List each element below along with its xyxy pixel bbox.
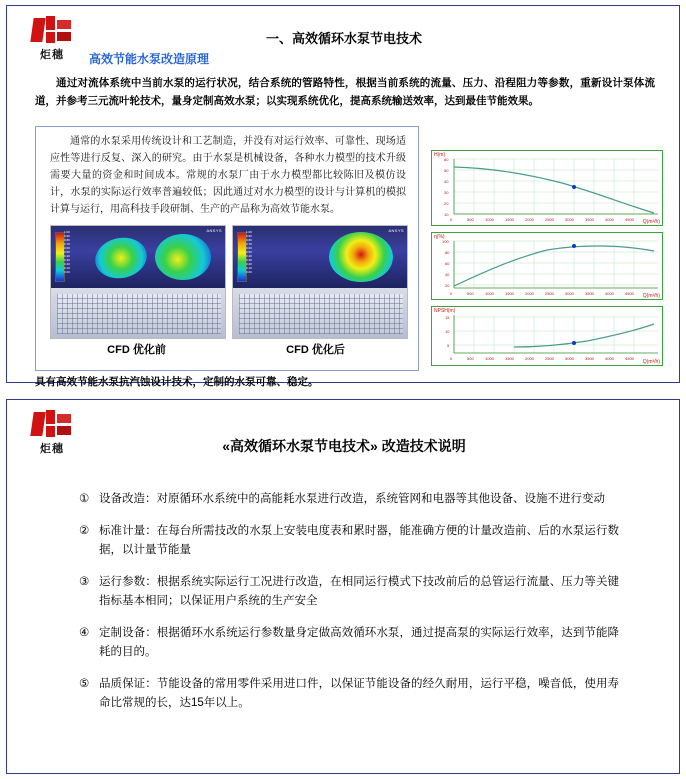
svg-text:10: 10 <box>444 212 449 217</box>
slide-two-title: «高效循环水泵节电技术» 改造技术说明 <box>222 438 466 454</box>
svg-text:3000: 3000 <box>565 291 574 296</box>
pump-curve-charts <box>431 150 663 375</box>
svg-text:0: 0 <box>450 356 453 361</box>
svg-text:4000: 4000 <box>605 291 614 296</box>
list-item <box>79 675 619 713</box>
list-item-number: ① <box>79 493 90 505</box>
list-item <box>79 624 619 662</box>
cfd-software-tag: ANSYS <box>388 228 404 233</box>
efficiency-chart-xlabel: Q(m³/h) <box>642 293 660 299</box>
svg-text:4500: 4500 <box>625 291 634 296</box>
svg-text:20: 20 <box>444 201 449 206</box>
svg-text:4000: 4000 <box>605 217 614 222</box>
slide-one-footer: 具有高效节能水泵抗汽蚀设计技术，定制的水泵可靠、稳定。 <box>35 376 319 388</box>
head-chart-svg <box>432 151 662 225</box>
list-item-number: ③ <box>79 575 90 588</box>
cfd-after-image <box>232 225 408 339</box>
svg-text:1500: 1500 <box>505 291 514 296</box>
svg-text:5: 5 <box>447 343 450 348</box>
slide-one <box>6 5 680 388</box>
svg-text:4500: 4500 <box>625 217 634 222</box>
svg-text:40: 40 <box>445 272 450 277</box>
efficiency-chart-ylabel: η(%) <box>434 234 445 240</box>
svg-text:2500: 2500 <box>545 217 554 222</box>
svg-text:500: 500 <box>467 356 474 361</box>
svg-text:1000: 1000 <box>485 291 494 296</box>
npsh-chart-ylabel: NPSH(m) <box>434 308 456 314</box>
svg-text:3500: 3500 <box>585 217 594 222</box>
lead-paragraph: 通过对流体系统中当前水泵的运行状况，结合系统的管路特性，根据当前系统的流量、压力、沿程阻力等参数，重新设计泵体流道，并参考三元流叶轮技术，量身定制高效水泵；以实现系统优化，提高系统输送效率，达到最佳节能效果。 <box>35 77 655 108</box>
list-item-number: ② <box>79 524 90 537</box>
list-item-text: 设备改造：对原循环水系统中的高能耗水泵进行改造，系统管网和电器等其他设备、设施不进行变动 <box>99 493 605 505</box>
svg-text:3500: 3500 <box>585 291 594 296</box>
svg-text:20: 20 <box>445 283 450 288</box>
list-item-text: 标准计量：在每台所需技改的水泵上安装电度表和累时器，能准确方便的计量改造前、后的水泵运行数据，以计量节能量 <box>99 524 619 556</box>
list-item <box>79 490 619 509</box>
efficiency-chart-svg <box>432 233 662 299</box>
list-item-number: ⑤ <box>79 677 90 690</box>
svg-text:80: 80 <box>445 250 450 255</box>
slide-two <box>6 399 680 774</box>
head-chart-xlabel: Q(m³/h) <box>642 219 660 225</box>
svg-text:2000: 2000 <box>525 291 534 296</box>
svg-text:1500: 1500 <box>505 217 514 222</box>
company-name: 炬穗 <box>40 49 64 61</box>
tech-description-list <box>79 490 619 726</box>
body-text-box <box>35 126 419 371</box>
svg-text:3000: 3000 <box>565 217 574 222</box>
svg-text:500: 500 <box>467 291 474 296</box>
svg-text:15: 15 <box>445 315 450 320</box>
svg-text:1000: 1000 <box>485 217 494 222</box>
legend-ticks: 1.00 0.90 0.80 0.70 0.60 0.50 0.40 0.30 0.20 0.10 0.00 <box>246 230 252 275</box>
svg-text:40: 40 <box>444 179 449 184</box>
npsh-chart-xlabel: Q(m³/h) <box>642 359 660 365</box>
svg-text:3500: 3500 <box>585 356 594 361</box>
cfd-software-tag: ANSYS <box>206 228 222 233</box>
svg-text:50: 50 <box>444 168 449 173</box>
head-chart-ylabel: H(m) <box>434 152 446 158</box>
body-paragraph: 通常的水泵采用传统设计和工艺制造，并没有对运行效率、可靠性、现场适应性等进行反复、深入的研究。由于水泵是机械设备，各种水力模型的技术升级需要大量的资金和时间成本。常规的水泵厂由于水力模型都比较陈旧及模仿设计，水泵的实际运行效率普遍较低；因此通过对水力模型的设计与计算机的模拟计算与运行，用高科技手段研制、生产的产品称为高效节能水泵。 <box>50 136 406 215</box>
svg-text:500: 500 <box>467 217 474 222</box>
svg-text:10: 10 <box>445 329 450 334</box>
svg-text:2500: 2500 <box>545 291 554 296</box>
svg-text:2000: 2000 <box>525 217 534 222</box>
list-item-text: 运行参数：根据系统实际运行工况进行改造，在相同运行模式下技改前后的总管运行流量、压力等关键指标基本相同；以保证用户系统的生产安全 <box>99 575 619 607</box>
svg-text:3000: 3000 <box>565 356 574 361</box>
svg-text:0: 0 <box>450 291 453 296</box>
svg-text:100: 100 <box>442 239 449 244</box>
svg-text:30: 30 <box>444 190 449 195</box>
svg-text:1000: 1000 <box>485 356 494 361</box>
svg-text:60: 60 <box>445 261 450 266</box>
company-name: 炬穗 <box>40 443 64 455</box>
flame-logo-icon <box>30 410 74 438</box>
svg-text:2500: 2500 <box>545 356 554 361</box>
svg-text:1500: 1500 <box>505 356 514 361</box>
legend-ticks: 1.00 0.90 0.80 0.70 0.60 0.50 0.40 0.30 0.20 0.10 0.00 <box>64 230 70 275</box>
cfd-captions <box>50 341 408 357</box>
cfd-before-image <box>50 225 226 339</box>
efficiency-curve-chart <box>431 232 663 300</box>
slide-one-title: 一、高效循环水泵节电技术 <box>265 31 422 46</box>
svg-text:60: 60 <box>444 157 449 162</box>
svg-text:4000: 4000 <box>605 356 614 361</box>
cfd-before-caption: CFD 优化前 <box>107 344 166 356</box>
svg-text:0: 0 <box>450 217 453 222</box>
svg-text:2000: 2000 <box>525 356 534 361</box>
slide-one-subtitle: 高效节能水泵改造原理 <box>89 52 210 66</box>
npsh-curve-chart <box>431 306 663 366</box>
svg-text:4500: 4500 <box>625 356 634 361</box>
list-item <box>79 522 619 560</box>
cfd-image-group <box>50 225 408 337</box>
list-item <box>79 573 619 611</box>
head-curve-chart <box>431 150 663 226</box>
cfd-after-caption: CFD 优化后 <box>286 344 345 356</box>
npsh-chart-svg <box>432 307 662 365</box>
list-item-text: 定制设备：根据循环水系统运行参数量身定做高效循环水泵，通过提高泵的实际运行效率，达到节能降耗的目的。 <box>99 626 619 658</box>
list-item-number: ④ <box>79 626 90 639</box>
list-item-text: 品质保证：节能设备的常用零件采用进口件，以保证节能设备的经久耐用，运行平稳，噪音低，使用寿命比常规的长，达15年以上。 <box>99 677 619 709</box>
